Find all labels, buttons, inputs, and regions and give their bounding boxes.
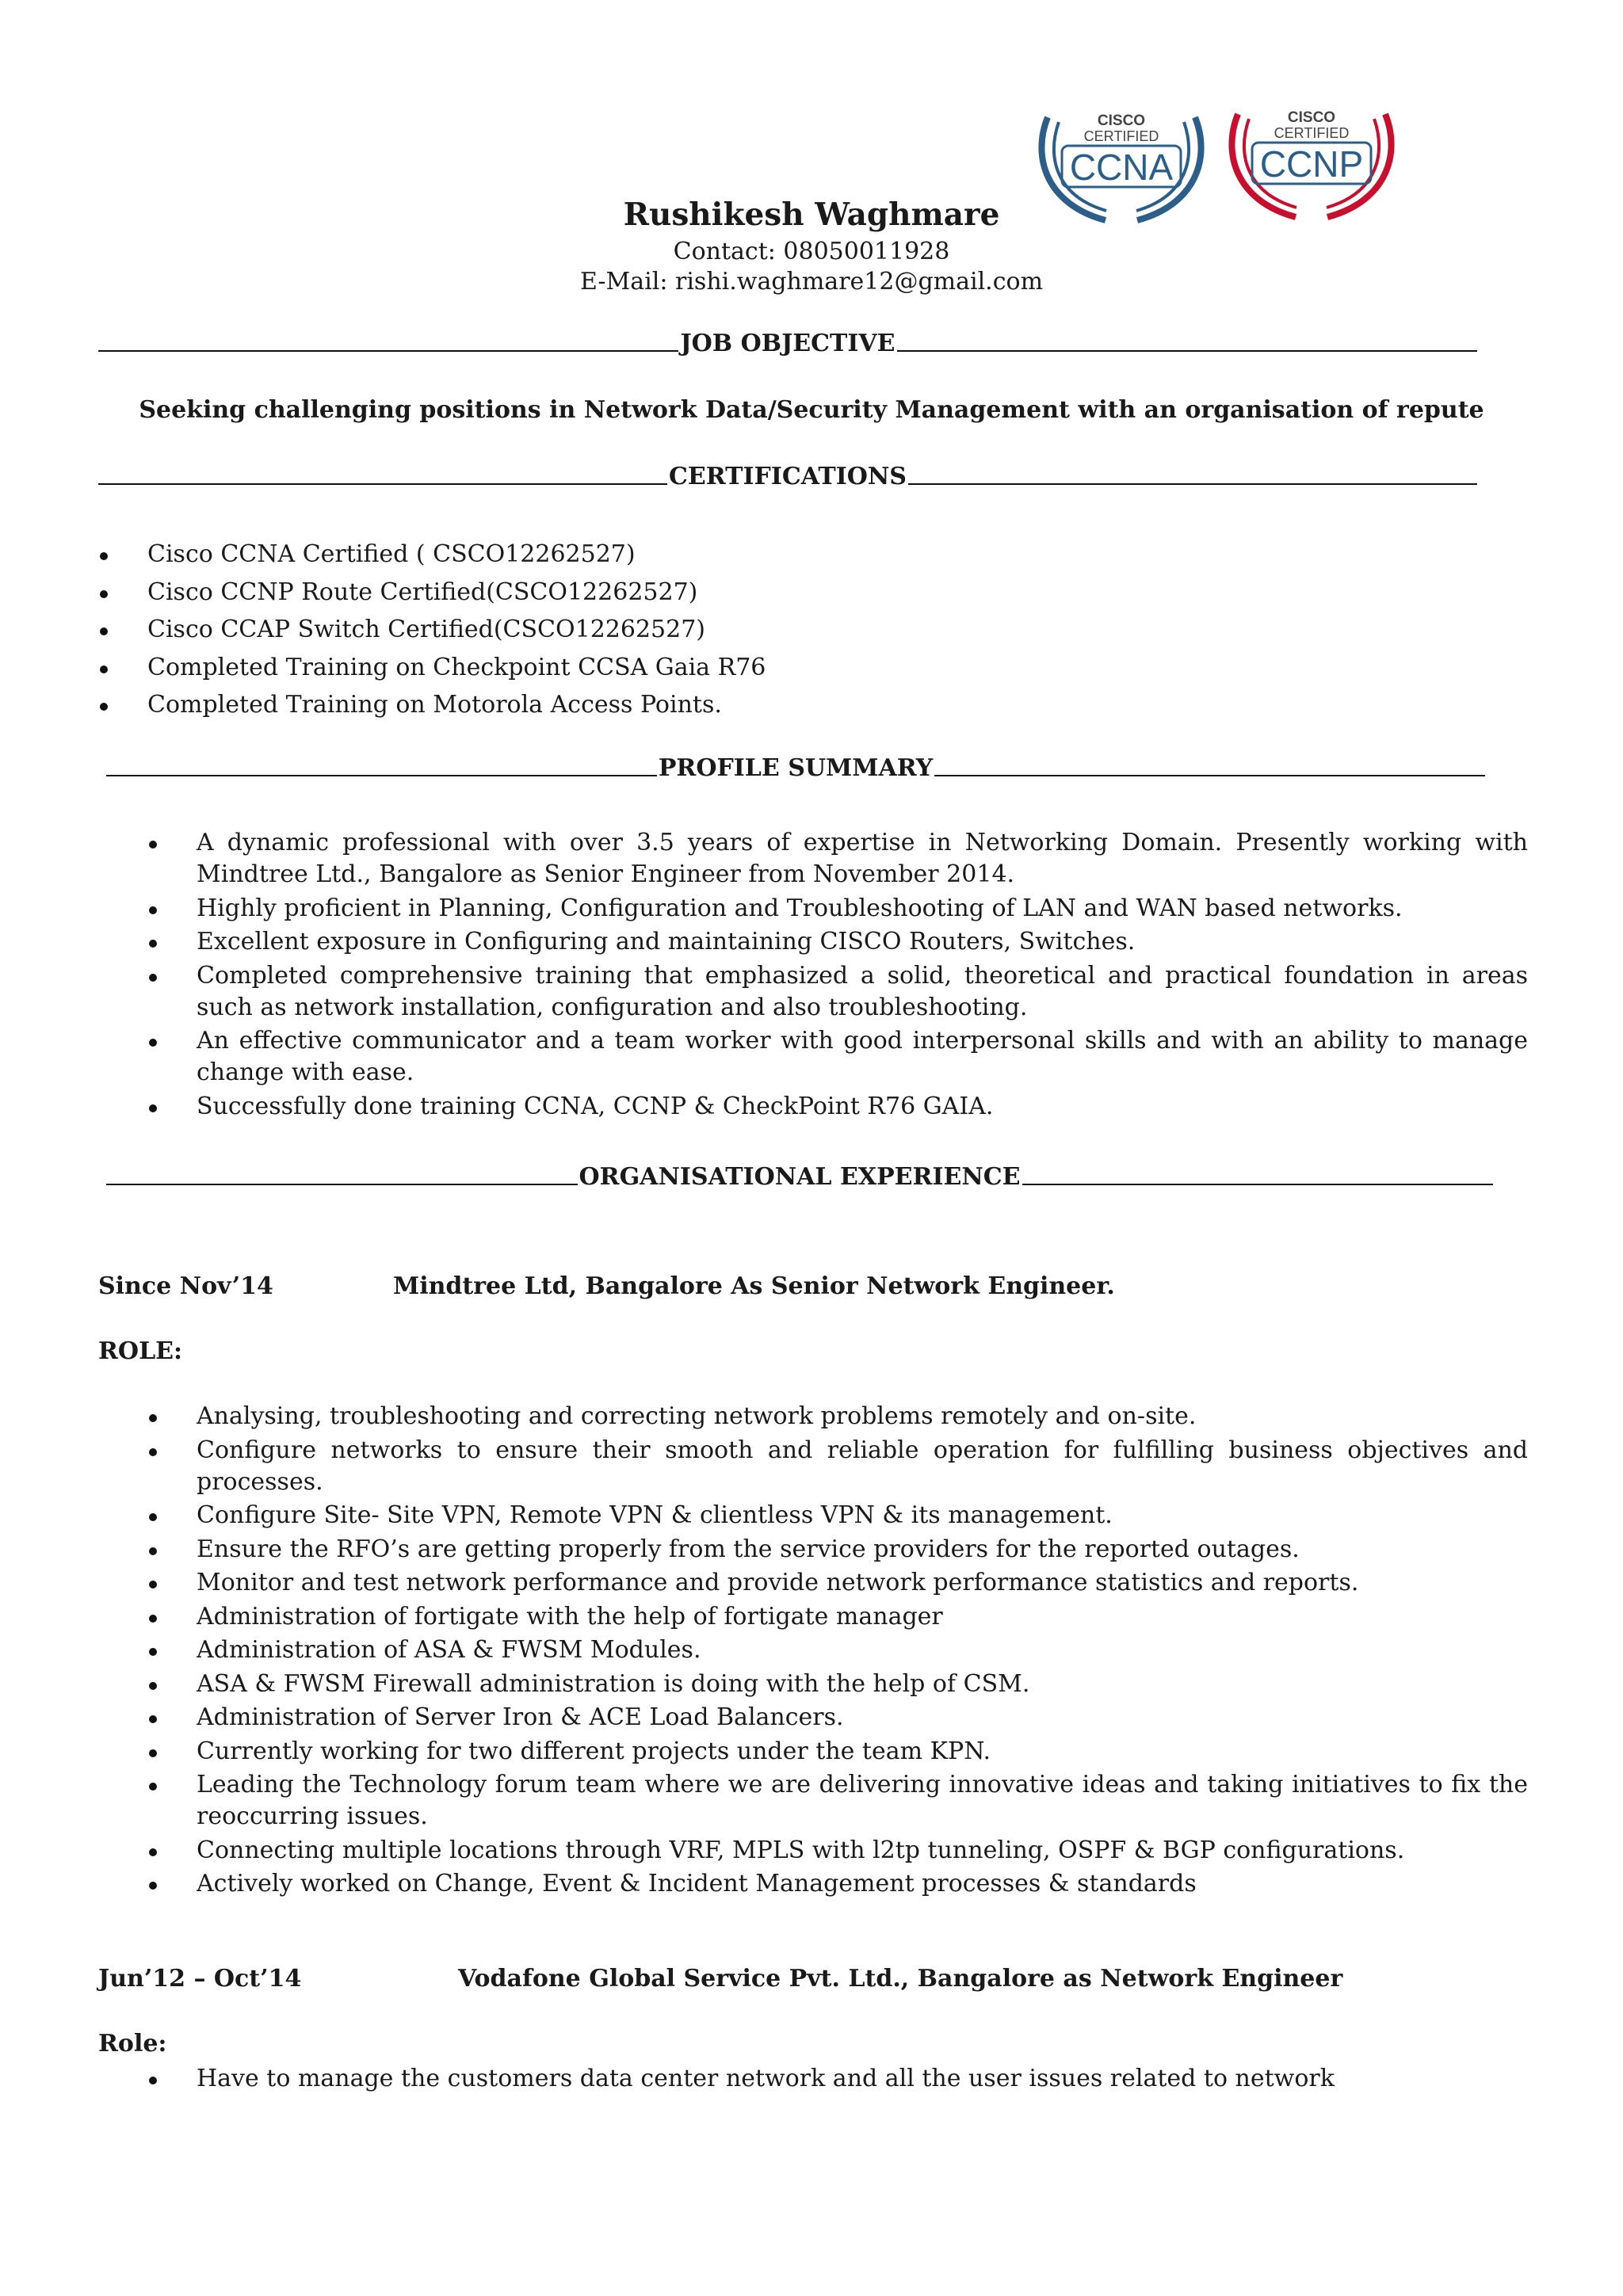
section-rule-right <box>897 350 1477 352</box>
list-item: Ensure the RFO’s are getting properly from the service providers for the reported outages. <box>147 1534 1528 1566</box>
role-label: ROLE: <box>98 1337 183 1365</box>
section-title: ORGANISATIONAL EXPERIENCE <box>579 1163 1021 1191</box>
candidate-name: Rushikesh Waghmare <box>623 196 1000 233</box>
list-item: Cisco CCNP Route Certified(CSCO12262527) <box>98 577 891 615</box>
list-item: Configure Site- Site VPN, Remote VPN & clientless VPN & its management. <box>147 1500 1528 1531</box>
list-item: Analysing, troubleshooting and correcting network problems remotely and on-site. <box>147 1401 1528 1432</box>
ccna-main-text: CCNA <box>1069 147 1174 188</box>
ccnp-main-text: CCNP <box>1259 143 1364 185</box>
section-title: CERTIFICATIONS <box>669 463 907 490</box>
ccna-cisco-text: CISCO <box>1097 113 1146 129</box>
list-item: Completed Training on Motorola Access Points. <box>98 689 891 727</box>
contact-phone: Contact: 08050011928 <box>673 238 950 265</box>
job-duties-list <box>147 2063 1528 2097</box>
section-rule-left <box>98 350 678 352</box>
list-item: An effective communicator and a team worker with good interpersonal skills and with an ability to manage change with ease. <box>147 1025 1528 1089</box>
section-rule-right <box>934 775 1485 776</box>
profile-summary-list <box>147 827 1528 1124</box>
list-item: Completed comprehensive training that emphasized a solid, theoretical and practical foundation in areas such as network installation, configuration and also troubleshooting. <box>147 960 1528 1024</box>
section-rule-right <box>1022 1184 1494 1185</box>
section-organisational-experience <box>106 1165 1493 1190</box>
list-item: Currently working for two different projects under the team KPN. <box>147 1736 1528 1768</box>
section-title: PROFILE SUMMARY <box>658 754 934 782</box>
list-item: Connecting multiple locations through VRF, MPLS with l2tp tunneling, OSPF & BGP configurations. <box>147 1835 1528 1867</box>
list-item: Have to manage the customers data center network and all the user issues related to network <box>147 2063 1528 2095</box>
section-rule-left <box>98 483 667 485</box>
list-item: Administration of fortigate with the help of fortigate manager <box>147 1601 1528 1633</box>
list-item: Cisco CCNA Certified ( CSCO12262527) <box>98 539 891 577</box>
list-item: Successfully done training CCNA, CCNP & CheckPoint R76 GAIA. <box>147 1091 1528 1123</box>
section-certifications <box>98 464 1477 490</box>
list-item: Configure networks to ensure their smooth and reliable operation for fulfilling business objectives and processes. <box>147 1435 1528 1498</box>
section-rule-right <box>908 483 1477 485</box>
section-rule-left <box>106 1184 578 1185</box>
list-item: Administration of ASA & FWSM Modules. <box>147 1634 1528 1666</box>
list-item: A dynamic professional with over 3.5 years of expertise in Networking Domain. Presently working with Mindtree Ltd., Bangalore as Senior Engineer from November 2014. <box>147 827 1528 891</box>
list-item: ASA & FWSM Firewall administration is doing with the help of CSM. <box>147 1669 1528 1700</box>
section-profile-summary <box>106 756 1485 781</box>
list-item: Monitor and test network performance and provide network performance statistics and reports. <box>147 1567 1528 1599</box>
ccnp-cisco-text: CISCO <box>1287 109 1336 126</box>
role-label: Role: <box>98 2030 167 2058</box>
contact-email: E-Mail: rishi.waghmare12@gmail.com <box>579 268 1044 296</box>
ccna-certified-text: CERTIFIED <box>1083 128 1159 144</box>
job-title: Vodafone Global Service Pvt. Ltd., Bangalore as Network Engineer <box>458 1965 1343 1993</box>
certifications-list <box>98 539 891 727</box>
job-period: Jun’12 – Oct’14 <box>98 1965 302 1993</box>
list-item: Highly proficient in Planning, Configuration and Troubleshooting of LAN and WAN based networks. <box>147 893 1528 925</box>
list-item: Completed Training on Checkpoint CCSA Gaia R76 <box>98 652 891 690</box>
list-item: Administration of Server Iron & ACE Load Balancers. <box>147 1702 1528 1733</box>
section-title: JOB OBJECTIVE <box>680 330 896 357</box>
list-item: Actively worked on Change, Event & Incident Management processes & standards <box>147 1868 1528 1900</box>
job-period: Since Nov’14 <box>98 1272 273 1300</box>
list-item: Cisco CCAP Switch Certified(CSCO12262527) <box>98 614 891 652</box>
job-title: Mindtree Ltd, Bangalore As Senior Network Engineer. <box>393 1272 1115 1300</box>
job-duties-list <box>147 1401 1528 1902</box>
objective-text: Seeking challenging positions in Network Data/Security Management with an organisation of repute <box>139 396 1484 424</box>
ccnp-certified-text: CERTIFIED <box>1274 125 1350 141</box>
section-rule-left <box>106 775 657 776</box>
list-item: Leading the Technology forum team where we are delivering innovative ideas and taking initiatives to fix the reoccurring issues. <box>147 1769 1528 1833</box>
section-job-objective <box>98 331 1477 357</box>
list-item: Excellent exposure in Configuring and maintaining CISCO Routers, Switches. <box>147 926 1528 958</box>
